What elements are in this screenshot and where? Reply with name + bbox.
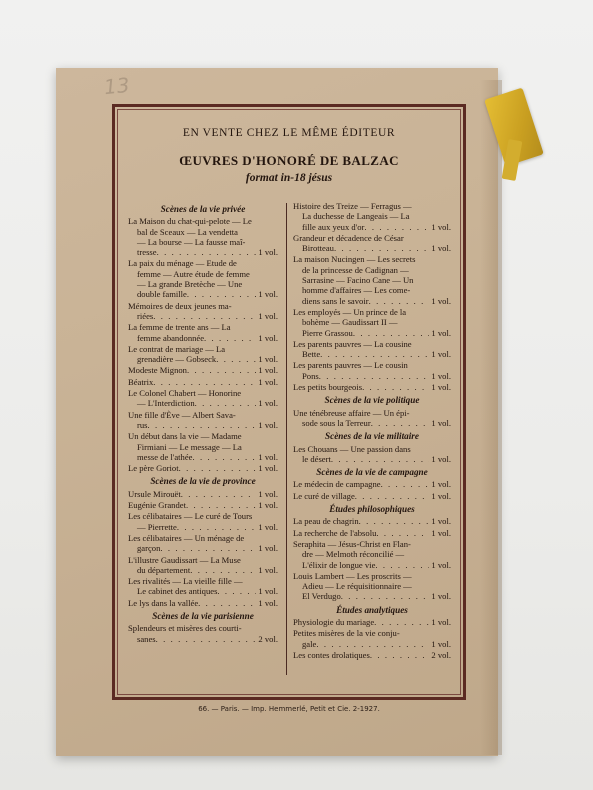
dot-leader	[177, 522, 257, 532]
catalog-entry	[128, 598, 278, 608]
dot-leader	[341, 591, 430, 601]
entry-line: — La grande Bretèche — Une	[137, 279, 243, 290]
catalog-entry	[293, 491, 451, 501]
catalog-entry	[293, 539, 451, 570]
entry-line: Les rivalités — La vieille fille —	[128, 576, 243, 587]
entry-line	[293, 371, 451, 381]
entry-title-text: gale	[302, 638, 317, 649]
catalog-entry	[128, 489, 278, 499]
volume-count: 1 vol.	[431, 559, 451, 570]
volume-count: 1 vol.	[431, 221, 451, 232]
dot-leader	[359, 516, 430, 526]
volume-count: 1 vol.	[431, 638, 451, 649]
entry-line	[293, 479, 451, 489]
dot-leader	[319, 371, 430, 381]
entry-title-text: grenadière — Gobseck	[137, 354, 217, 365]
catalog-entry	[293, 201, 451, 232]
catalog-entry	[128, 388, 278, 409]
volume-count: 1 vol.	[258, 247, 278, 258]
entry-line	[128, 333, 278, 343]
dot-leader	[195, 398, 257, 408]
catalog-entry	[293, 444, 451, 465]
dot-leader	[198, 598, 256, 608]
entry-line	[128, 398, 278, 408]
volume-count: 1 vol.	[258, 354, 278, 365]
entry-line: Petites misères de la vie conju-	[293, 628, 400, 639]
entry-title-text: Pons	[302, 370, 319, 381]
entry-title-text: Bette	[302, 349, 321, 360]
catalog-entry	[128, 301, 278, 322]
entry-line	[293, 243, 451, 253]
volume-count: 1 vol.	[258, 488, 278, 499]
catalog-entry	[293, 479, 451, 489]
entry-line	[128, 354, 278, 364]
dot-leader	[216, 354, 256, 364]
entry-line: La femme de trente ans — La	[128, 322, 231, 333]
catalog-entry	[128, 623, 278, 644]
catalog-entry	[293, 307, 451, 338]
dot-leader	[364, 222, 429, 232]
volume-count: 1 vol.	[431, 453, 451, 464]
entry-line	[293, 617, 451, 627]
entry-title-text: La recherche de l'absolu	[293, 527, 377, 538]
catalog-entry	[128, 216, 278, 257]
catalog-entry	[128, 576, 278, 597]
volume-count: 1 vol.	[258, 376, 278, 387]
entry-title-text: garçon	[137, 543, 161, 554]
entry-line: Firmiani — Le message — La	[137, 441, 242, 452]
dot-leader	[181, 489, 257, 499]
entry-title-text: fille aux yeux d'or	[302, 221, 365, 232]
volume-count: 1 vol.	[258, 332, 278, 343]
catalog-entry	[128, 377, 278, 387]
entry-title-text: Physiologie du mariage	[293, 616, 375, 627]
section-heading: Scènes de la vie de province	[150, 476, 256, 487]
dot-leader	[153, 377, 256, 387]
entry-line	[128, 565, 278, 575]
entry-line: bal de Sceaux — La vendetta	[137, 226, 238, 237]
entry-line: Les célibataires — Un ménage de	[128, 532, 245, 543]
catalog-entry	[128, 322, 278, 343]
dot-leader	[204, 333, 256, 343]
entry-line	[128, 598, 278, 608]
entry-line	[128, 420, 278, 430]
dot-leader	[217, 586, 256, 596]
entry-title-text: diens sans le savoir	[302, 295, 369, 306]
entry-line: Adieu — Le réquisitionnaire —	[302, 581, 412, 592]
catalog-entry	[293, 650, 451, 660]
catalog-entry	[293, 339, 451, 360]
entry-line: Une fille d'Ève — Albert Sava-	[128, 409, 236, 420]
catalog-entry	[128, 258, 278, 299]
entry-line	[128, 247, 278, 257]
entry-line: de la princesse de Cadignan —	[302, 264, 409, 275]
volume-count: 1 vol.	[431, 490, 451, 501]
entry-line: — La bourse — La fausse maî-	[137, 236, 246, 247]
dot-leader	[381, 479, 430, 489]
volume-count: 1 vol.	[258, 521, 278, 532]
dot-leader	[187, 289, 257, 299]
volume-count: 1 vol.	[258, 597, 278, 608]
catalog-entry	[128, 555, 278, 576]
volume-count: 1 vol.	[258, 451, 278, 462]
entry-title-text: — L'Interdiction	[137, 398, 195, 409]
volume-count: 1 vol.	[258, 586, 278, 597]
volume-count: 2 vol.	[258, 633, 278, 644]
entry-line	[293, 418, 451, 428]
catalog-entry	[293, 516, 451, 526]
entry-line: Le Colonel Chabert — Honorine	[128, 388, 242, 399]
dot-leader	[369, 296, 430, 306]
entry-line: Un début dans la vie — Madame	[128, 431, 242, 442]
entry-title-text: Béatrix	[128, 376, 154, 387]
entry-line: Le contrat de mariage — La	[128, 343, 226, 354]
entry-line: Sarrasine — Facino Cane — Un	[302, 275, 414, 286]
entry-title-text: Eugénie Grandet	[128, 500, 186, 511]
entry-title-text: Le lys dans la vallée	[128, 597, 199, 608]
printer-imprint: 66. — Paris. — Imp. Hemmerlé, Petit et Cie. 2-1927.	[198, 705, 380, 713]
volume-count: 1 vol.	[258, 310, 278, 321]
volume-count: 1 vol.	[431, 616, 451, 627]
entry-title-text: Le cabinet des antiques	[137, 586, 218, 597]
entry-line	[128, 463, 278, 473]
catalog-entry	[128, 500, 278, 510]
section-heading: Scènes de la vie militaire	[325, 431, 419, 442]
entry-title-text: sanes	[137, 633, 156, 644]
volume-count: 1 vol.	[431, 479, 451, 490]
entry-title-text: du département	[137, 564, 191, 575]
dot-leader	[353, 328, 430, 338]
entry-line	[128, 377, 278, 387]
dot-leader	[190, 565, 256, 575]
catalog-entry	[128, 431, 278, 462]
entry-title-text: Modeste Mignon	[128, 365, 187, 376]
entry-title-text: Le médecin de campagne	[293, 479, 381, 490]
dot-leader	[375, 560, 429, 570]
volume-count: 1 vol.	[258, 564, 278, 575]
entry-line	[128, 522, 278, 532]
volume-count: 1 vol.	[258, 365, 278, 376]
entry-line	[128, 365, 278, 375]
dot-leader	[334, 243, 429, 253]
entry-title-text: Les contes drolatiques	[293, 649, 370, 660]
dot-leader	[153, 311, 256, 321]
catalog-entry	[128, 463, 278, 473]
volume-count: 1 vol.	[431, 295, 451, 306]
entry-line: La maison Nucingen — Les secrets	[293, 254, 416, 265]
entry-title-text: tresse	[137, 247, 157, 258]
dot-leader	[179, 463, 257, 473]
dot-leader	[148, 420, 257, 430]
entry-line	[128, 452, 278, 462]
section-heading: Scènes de la vie privée	[160, 204, 246, 214]
entry-line: Louis Lambert — Les proscrits —	[293, 570, 412, 581]
dot-leader	[355, 491, 430, 501]
entry-line: Les parents pauvres — La cousine	[293, 338, 412, 349]
entry-line	[293, 296, 451, 306]
entry-line: Splendeurs et misères des courti-	[128, 623, 242, 634]
volume-count: 1 vol.	[258, 289, 278, 300]
publisher-heading: EN VENTE CHEZ LE MÊME ÉDITEUR	[182, 127, 396, 139]
entry-title-text: Ursule Mirouët	[128, 488, 181, 499]
dot-leader	[157, 247, 257, 257]
entry-title-text: Le père Goriot	[128, 463, 179, 474]
entry-title-text: femme abandonnée	[137, 332, 205, 343]
entry-line	[293, 591, 451, 601]
pencil-mark: 13	[102, 72, 131, 100]
entry-line	[293, 382, 451, 392]
entry-title-text: Birotteau	[302, 243, 334, 254]
section-heading: Scènes de la vie de campagne	[316, 467, 428, 478]
entry-title-text: double famille	[137, 289, 187, 300]
dot-leader	[374, 617, 429, 627]
dot-leader	[362, 382, 429, 392]
column-divider	[286, 203, 287, 675]
entry-title-text: le désert	[302, 453, 331, 464]
page-edge-shadow	[480, 80, 502, 755]
entry-line	[293, 328, 451, 338]
volume-count: 1 vol.	[431, 327, 451, 338]
entry-line: Mémoires de deux jeunes ma-	[128, 300, 232, 311]
catalog-entry	[293, 360, 451, 381]
works-title: ŒUVRES D'HONORÉ DE BALZAC	[179, 153, 399, 168]
entry-line: femme — Autre étude de femme	[137, 268, 250, 279]
entry-title-text: Les petits bourgeois	[293, 382, 363, 393]
volume-count: 1 vol.	[258, 500, 278, 511]
entry-line: Les employés — Un prince de la	[293, 306, 407, 317]
section-heading: Scènes de la vie politique	[324, 395, 420, 406]
entry-line	[293, 491, 451, 501]
volume-count: 1 vol.	[431, 349, 451, 360]
entry-line: La paix du ménage — Etude de	[128, 258, 237, 269]
entry-line: Grandeur et décadence de César	[293, 232, 404, 243]
entry-title-text: La peau de chagrin	[293, 516, 359, 527]
entry-line: dre — Melmoth réconcilié —	[302, 549, 405, 560]
entry-line	[128, 489, 278, 499]
catalog-frame	[112, 104, 466, 713]
entry-line: Les célibataires — Le curé de Tours	[128, 511, 253, 522]
dot-leader	[160, 543, 256, 553]
entry-title-text: messe de l'athée	[137, 451, 193, 462]
volume-count: 1 vol.	[431, 417, 451, 428]
catalog-entry	[128, 533, 278, 554]
section-heading: Études philosophiques	[329, 504, 415, 515]
catalog-entry	[293, 628, 451, 649]
dot-leader	[186, 500, 256, 510]
catalog-entry	[128, 410, 278, 431]
volume-count: 1 vol.	[431, 243, 451, 254]
entry-line	[293, 560, 451, 570]
entry-line	[128, 586, 278, 596]
catalog-entry	[293, 571, 451, 602]
left-column	[128, 201, 278, 645]
volume-count: 1 vol.	[258, 398, 278, 409]
entry-line: Les Chouans — Une passion dans	[293, 443, 411, 454]
catalog-entry	[293, 382, 451, 392]
entry-line: homme d'affaires — Les come-	[302, 285, 411, 296]
dot-leader	[376, 528, 429, 538]
dot-leader	[370, 650, 430, 660]
section-heading: Scènes de la vie parisienne	[152, 610, 254, 621]
dot-leader	[316, 639, 429, 649]
entry-line	[128, 543, 278, 553]
dot-leader	[187, 365, 256, 375]
volume-count: 1 vol.	[431, 370, 451, 381]
entry-title-text: rus	[137, 419, 148, 430]
entry-line	[128, 289, 278, 299]
entry-line	[128, 500, 278, 510]
entry-title-text: L'élixir de longue vie	[302, 559, 376, 570]
volume-count: 1 vol.	[258, 419, 278, 430]
right-column	[293, 201, 451, 661]
volume-count: 1 vol.	[431, 527, 451, 538]
entry-line: Seraphita — Jésus-Christ en Flan-	[293, 538, 411, 549]
entry-line	[293, 528, 451, 538]
catalog-entry	[293, 408, 451, 429]
dot-leader	[371, 418, 430, 428]
entry-title-text: Le curé de village	[293, 490, 355, 501]
catalog-entry	[128, 365, 278, 375]
entry-line	[293, 516, 451, 526]
entry-line	[293, 222, 451, 232]
catalog-entry	[293, 254, 451, 305]
volume-count: 2 vol.	[431, 649, 451, 660]
entry-title-text: riées	[137, 310, 154, 321]
volume-count: 1 vol.	[258, 463, 278, 474]
entry-title-text: sode sous la Terreur	[302, 417, 371, 428]
entry-title-text: El Verdugo	[302, 591, 341, 602]
entry-line	[293, 639, 451, 649]
entry-line	[293, 349, 451, 359]
entry-line	[293, 454, 451, 464]
entry-line	[128, 634, 278, 644]
entry-line	[293, 650, 451, 660]
entry-line: Une ténébreuse affaire — Un épi-	[293, 407, 410, 418]
dot-leader	[320, 349, 429, 359]
format-subtitle: format in-18 jésus	[245, 172, 333, 184]
entry-line: Les parents pauvres — Le cousin	[293, 360, 408, 371]
volume-count: 1 vol.	[431, 591, 451, 602]
entry-line: L'illustre Gaudissart — La Muse	[128, 554, 241, 565]
catalog-entry	[128, 511, 278, 532]
entry-line: bohème — Gaudissart II —	[302, 317, 398, 328]
dot-leader	[192, 452, 256, 462]
entry-title-text: — Pierrette	[137, 521, 177, 532]
catalog-entry	[293, 617, 451, 627]
entry-line: Histoire des Treize — Ferragus —	[293, 201, 412, 211]
volume-count: 1 vol.	[431, 516, 451, 527]
dot-leader	[156, 634, 257, 644]
catalog-entry	[293, 233, 451, 254]
section-heading: Études analytiques	[336, 604, 408, 615]
catalog-entry	[293, 528, 451, 538]
entry-line	[128, 311, 278, 321]
dot-leader	[331, 454, 430, 464]
volume-count: 1 vol.	[431, 382, 451, 393]
entry-line: La Maison du chat-qui-pelote — Le	[128, 216, 252, 227]
entry-line: La duchesse de Langeais — La	[302, 211, 410, 222]
catalog-entry	[128, 344, 278, 365]
entry-title-text: Pierre Grassou	[302, 327, 353, 338]
volume-count: 1 vol.	[258, 543, 278, 554]
